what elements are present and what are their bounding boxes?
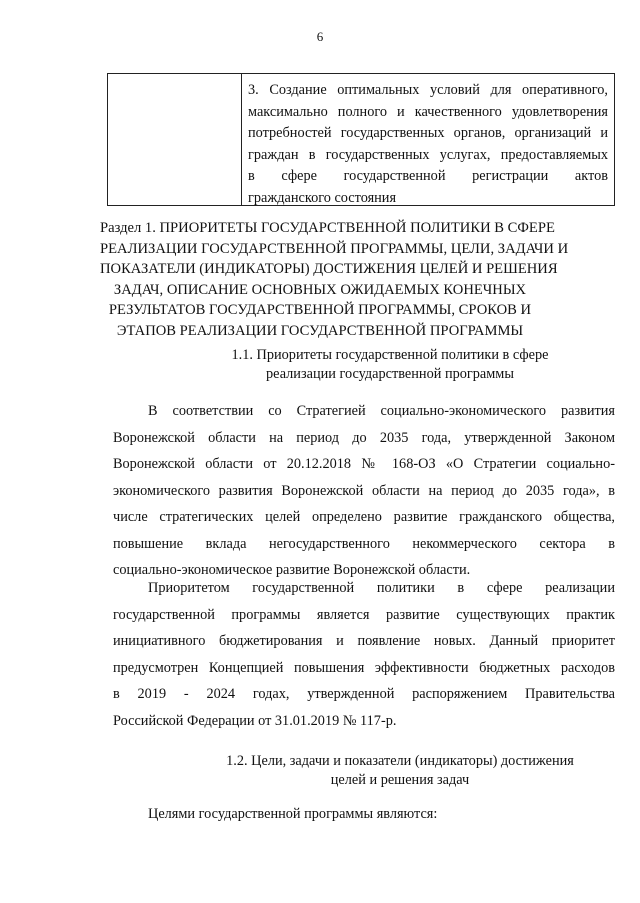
section-title-line: ЗАДАЧ, ОПИСАНИЕ ОСНОВНЫХ ОЖИДАЕМЫХ КОНЕЧНЫХ [113,281,527,298]
subsection-heading-line: 1.2. Цели, задачи и показатели (индикаторы) достижения [226,753,574,769]
table-cell-line: в сфере государственной регистрации актов [248,168,608,184]
subsection-heading-line: целей и решения задач [330,772,470,788]
table-cell-line: граждан в государственных услугах, предоставляемых [248,146,608,163]
table-cell-line: потребностей государственных органов, организаций и [248,125,608,141]
table-cell-line: 3. Создание оптимальных условий для оперативного, [248,82,608,98]
section-title-line: ЭТАПОВ РЕАЛИЗАЦИИ ГОСУДАРСТВЕННОЙ ПРОГРАММЫ [116,322,524,339]
paragraph-goals-intro: Целями государственной программы являются: [148,806,438,822]
section-title [100,218,569,341]
paragraph-line: Воронежской области на период до 2035 года, утвержденной Законом [113,429,615,446]
paragraph-line: В соответствии со Стратегией социально-экономического развития [148,403,615,419]
section-title-line: РЕАЛИЗАЦИИ ГОСУДАРСТВЕННОЙ ПРОГРАММЫ, ЦЕЛИ, ЗАДАЧИ И [100,240,569,257]
section-title-line: Раздел 1. ПРИОРИТЕТЫ ГОСУДАРСТВЕННОЙ ПОЛИТИКИ В СФЕРЕ [100,220,555,236]
paragraph-line: Российской Федерации от 31.01.2019 № 117-р. [113,712,397,729]
paragraph-line: Приоритетом государственной политики в сфере реализации [148,580,615,596]
paragraph-line: инициативного бюджетирования и появление новых. Данный приоритет [113,633,615,649]
paragraph-strategy [113,398,615,584]
subsection-heading-line: 1.1. Приоритеты государственной политики в сфере [231,347,549,363]
paragraph-line: повышение вклада негосударственного некоммерческого сектора в [113,535,615,552]
subsection-heading-1-1 [180,346,600,384]
paragraph-line: экономического развития Воронежской области на период до 2035 года», в [113,482,615,499]
table-right-cell [242,74,614,205]
table-cell-line: гражданского состояния [248,189,397,206]
section-title-line: ПОКАЗАТЕЛИ (ИНДИКАТОРЫ) ДОСТИЖЕНИЯ ЦЕЛЕЙ И РЕШЕНИЯ [100,261,558,277]
paragraph-line: государственной программы является развитие существующих практик [113,606,615,623]
paragraph-line: социально-экономическое развитие Воронежской области. [113,562,471,578]
section-title-line: РЕЗУЛЬТАТОВ ГОСУДАРСТВЕННОЙ ПРОГРАММЫ, СРОКОВ И [108,302,532,318]
page-number: 6 [316,29,324,44]
table-cell-line: максимально полного и качественного удовлетворения [248,103,608,120]
paragraph-line: предусмотрен Концепцией повышения эффективности бюджетных расходов [113,659,615,676]
paragraph-priority [113,575,615,734]
subsection-heading-1-2 [180,752,620,790]
table-left-cell [108,74,242,205]
paragraph-line: числе стратегических целей определено развитие гражданского общества, [113,509,615,525]
paragraph-line: в 2019 - 2024 годах, утвержденной распоряжением Правительства [113,686,615,702]
paragraph-line: Воронежской области от 20.12.2018 № 168-ОЗ «О Стратегии социально- [113,456,615,472]
goals-table [107,73,615,206]
subsection-heading-line: реализации государственной программы [266,366,514,382]
